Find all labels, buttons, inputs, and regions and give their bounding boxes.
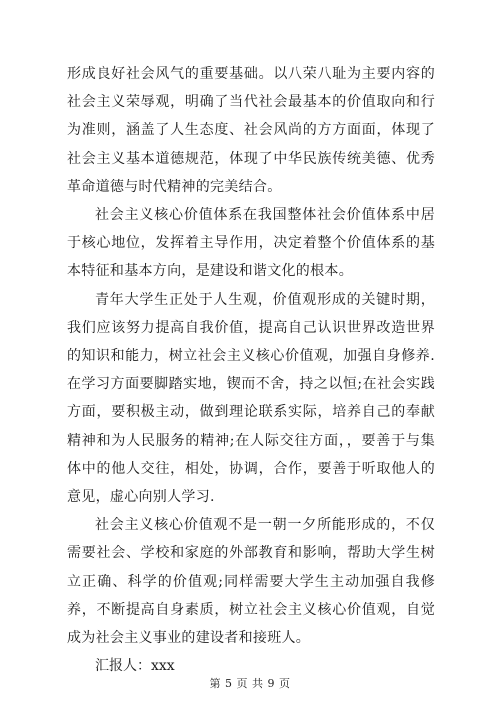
paragraph-1: 形成良好社会风气的重要基础。以八荣八耻为主要内容的社会主义荣辱观，明确了当代社会最基本的价值取向和行为准则，涵盖了人生态度、社会风尚的方方面面，体现了社会主义基本道德规范，体现了中华民族传统美德、优秀革命道德与时代精神的完美结合。 (67, 66, 435, 195)
signature-line: 汇报人：xxx (95, 658, 175, 675)
paragraph-3: 青年大学生正处于人生观，价值观形成的关键时期，我们应该努力提高自我价值，提高自己认识世界改造世界的知识和能力，树立社会主义核心价值观，加强自身修养.在学习方面要脚踏实地，锲而不舍，持之以恒;在社会实践方面，要积极主动，做到理论联系实际，培养自己的奉献精神和为人民服务的精神;在人际交往方面，，要善于与集体中的他人交往，相处，协调，合作，要善于听取他人的意见，虚心向别人学习. (67, 291, 435, 506)
paragraph-4: 社会主义核心价值观不是一朝一夕所能形成的，不仅需要社会、学校和家庭的外部教育和影响，帮助大学生树立正确、科学的价值观;同样需要大学生主动加强自我修养，不断提高自身素质，树立社会主义核心价值观，自觉成为社会主义事业的建设者和接班人。 (67, 517, 435, 647)
page-number-footer: 第 5 页 共 9 页 (209, 677, 291, 690)
document-body (67, 60, 435, 680)
paragraph-2: 社会主义核心价值体系在我国整体社会价值体系中居于核心地位，发挥着主导作用，决定着整个价值体系的基本特征和基本方向，是建设和谐文化的根本。 (67, 207, 435, 280)
